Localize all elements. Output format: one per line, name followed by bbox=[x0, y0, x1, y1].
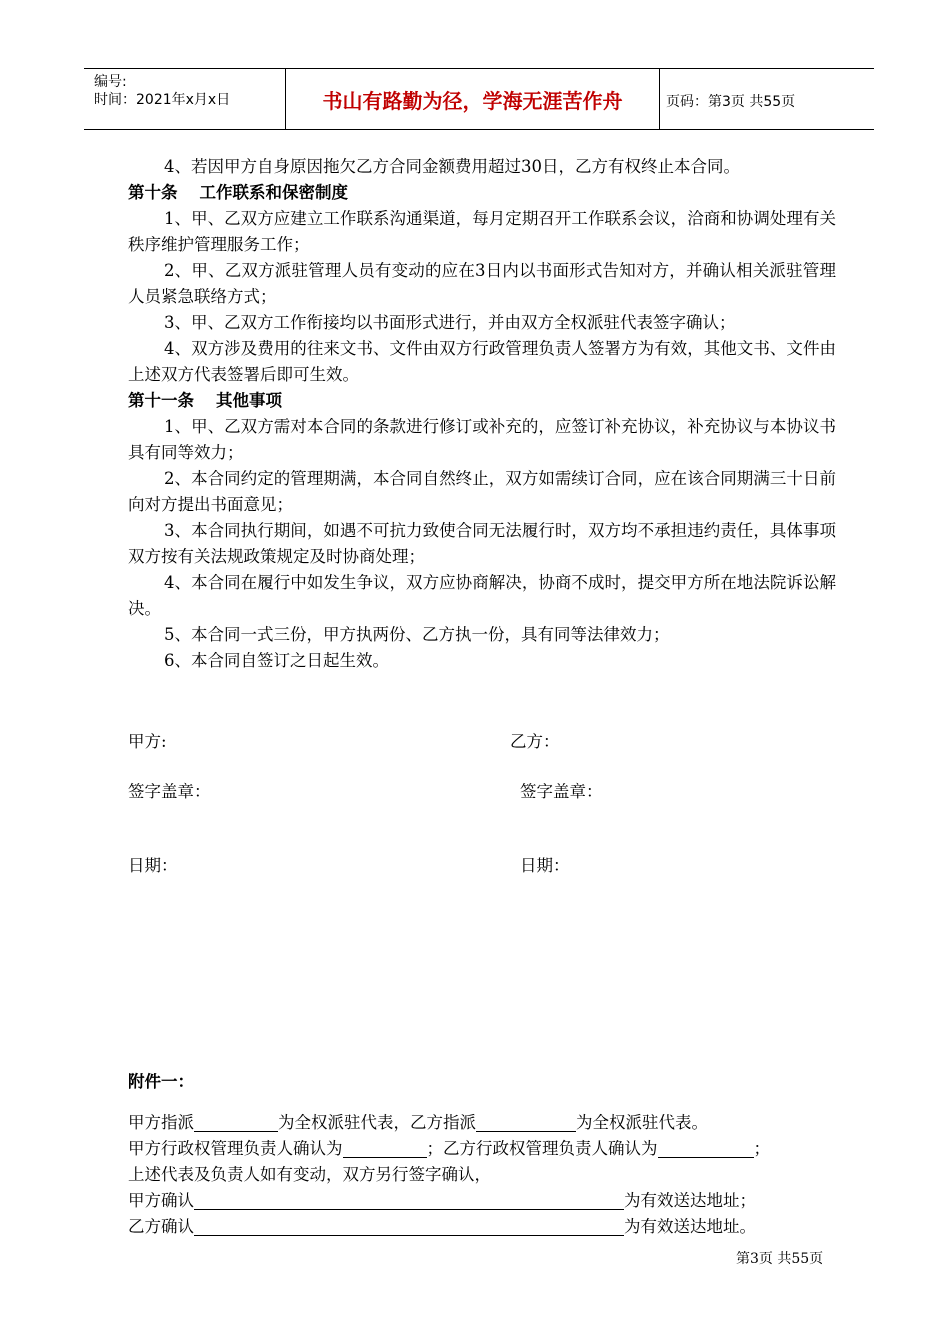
attachment-line: 甲方确认 为有效送达地址； bbox=[128, 1191, 756, 1210]
section-number: 第十条 bbox=[128, 183, 178, 202]
clause-item: 1、甲、乙双方需对本合同的条款进行修订或补充的，应签订补充协议，补充协议与本协议书具有同等效力； bbox=[128, 417, 836, 462]
header-motto: 书山有路勤为径，学海无涯苦作舟 bbox=[285, 69, 660, 129]
clause-item: 4、双方涉及费用的往来文书、文件由双方行政管理负责人签署方为有效，其他文书、文件由上述双方代表签署后即可生效。 bbox=[128, 339, 836, 384]
party-a-date-label: 日期： bbox=[128, 856, 178, 875]
section-number: 第十一条 bbox=[128, 391, 194, 410]
clause-item: 5、本合同一式三份，甲方执两份、乙方执一份，具有同等法律效力； bbox=[164, 625, 670, 644]
attachment-title: 附件一： bbox=[128, 1072, 194, 1091]
header-page-info: 页码：第3页 共55页 bbox=[666, 94, 796, 110]
page-footer: 第3页 共55页 bbox=[736, 1251, 824, 1267]
page-header bbox=[84, 68, 874, 130]
party-b-label: 乙方： bbox=[510, 732, 560, 751]
admin-b-blank[interactable] bbox=[658, 1139, 754, 1158]
section-title: 工作联系和保密制度 bbox=[199, 183, 348, 202]
attachment-line: 甲方指派 为全权派驻代表，乙方指派 为全权派驻代表。 bbox=[128, 1113, 708, 1132]
clause-item: 4、若因甲方自身原因拖欠乙方合同金额费用超过30日，乙方有权终止本合同。 bbox=[164, 157, 740, 176]
address-b-blank[interactable] bbox=[194, 1217, 624, 1236]
party-b-seal-label: 签字盖章： bbox=[520, 782, 603, 801]
attachment-line: 甲方行政权管理负责人确认为 ；乙方行政权管理负责人确认为 ； bbox=[128, 1139, 770, 1158]
clause-item: 6、本合同自签订之日起生效。 bbox=[164, 651, 389, 670]
representative-b-blank[interactable] bbox=[476, 1113, 576, 1132]
time-label: 时间：2021年x月x日 bbox=[94, 92, 231, 108]
attachment-body bbox=[128, 1110, 848, 1240]
admin-a-blank[interactable] bbox=[343, 1139, 427, 1158]
clause-item: 2、甲、乙双方派驻管理人员有变动的应在3日内以书面形式告知对方，并确认相关派驻管理人员紧急联络方式； bbox=[128, 261, 836, 306]
attachment-line: 乙方确认 为有效送达地址。 bbox=[128, 1217, 756, 1236]
header-meta bbox=[84, 69, 284, 129]
attachment-line: 上述代表及负责人如有变动，双方另行签字确认， bbox=[128, 1165, 491, 1184]
section-heading-11 bbox=[128, 388, 836, 414]
section-title: 其他事项 bbox=[216, 391, 282, 410]
party-b-date-label: 日期： bbox=[520, 856, 570, 875]
party-a-label: 甲方: bbox=[128, 732, 167, 751]
clause-item: 2、本合同约定的管理期满，本合同自然终止，双方如需续订合同，应在该合同期满三十日前向对方提出书面意见； bbox=[128, 469, 836, 514]
serial-label: 编号: bbox=[94, 74, 127, 90]
clause-item: 3、本合同执行期间，如遇不可抗力致使合同无法履行时，双方均不承担违约责任，具体事项双方按有关法规政策规定及时协商处理； bbox=[128, 521, 836, 566]
party-a-seal-label: 签字盖章： bbox=[128, 782, 211, 801]
clause-item: 4、本合同在履行中如发生争议，双方应协商解决，协商不成时，提交甲方所在地法院诉讼解决。 bbox=[128, 573, 836, 618]
contract-body bbox=[128, 154, 836, 674]
section-heading-10 bbox=[128, 180, 836, 206]
address-a-blank[interactable] bbox=[194, 1191, 624, 1210]
clause-item: 3、甲、乙双方工作衔接均以书面形式进行，并由双方全权派驻代表签字确认； bbox=[164, 313, 736, 332]
representative-a-blank[interactable] bbox=[194, 1113, 278, 1132]
clause-item: 1、甲、乙双方应建立工作联系沟通渠道，每月定期召开工作联系会议，洽商和协调处理有关秩序维护管理服务工作； bbox=[128, 209, 836, 254]
